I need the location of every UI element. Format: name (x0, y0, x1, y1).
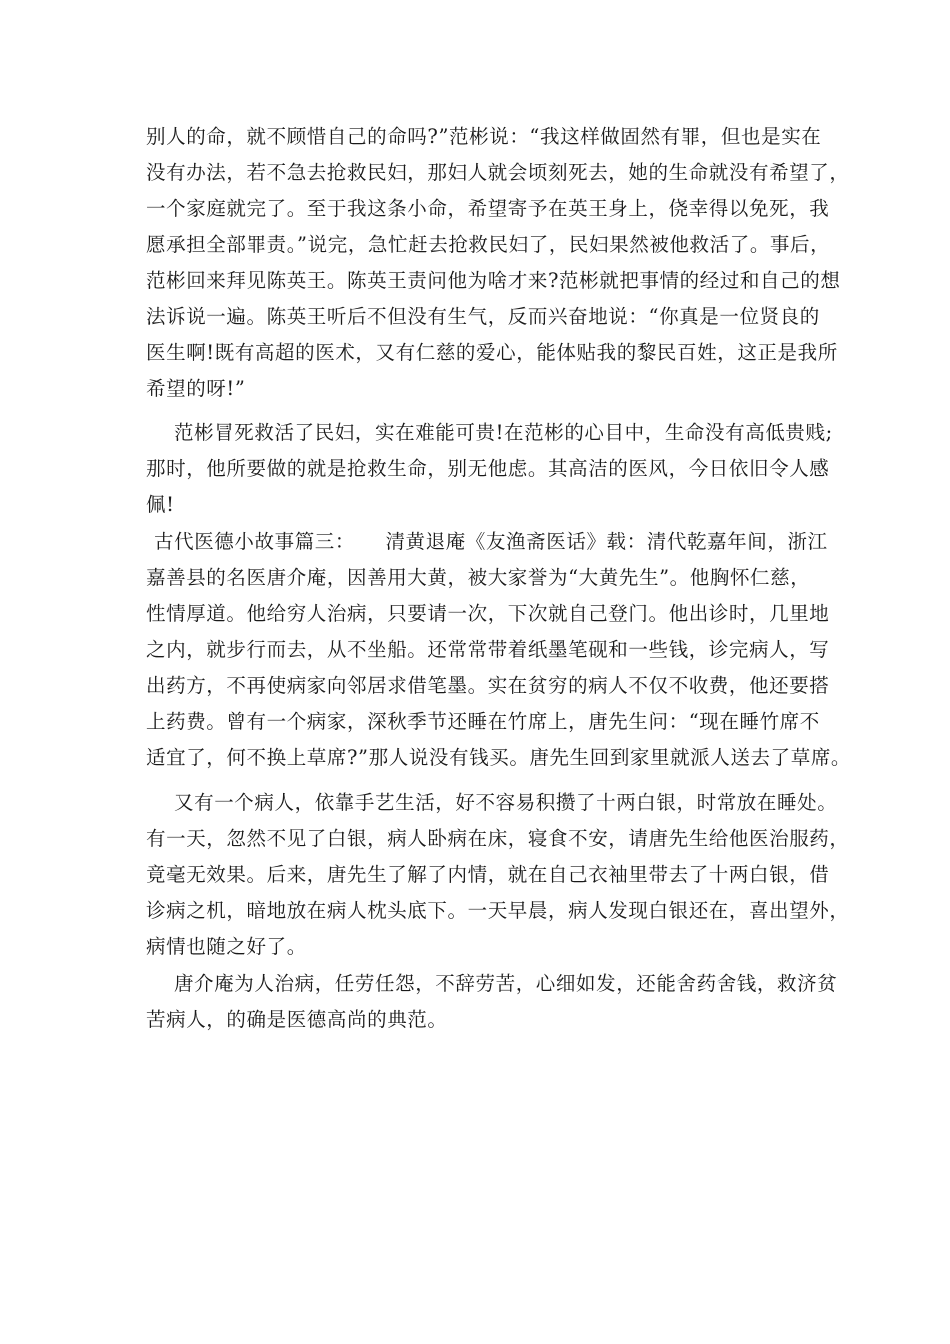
paragraph-first-line: 范彬冒死救活了民妇，实在难能可贵!在范彬的心目中，生命没有高低贵贱; (174, 421, 833, 444)
text-line: 有一天，忽然不见了白银，病人卧病在床，寝食不安，请唐先生给他医治服药， (146, 827, 850, 850)
paragraph-first-line: 唐介庵为人治病，任劳任怨，不辞劳苦，心细如发，还能舍药舍钱，救济贫 (174, 972, 838, 995)
text-line: 希望的呀!” (146, 377, 246, 400)
text-line: 一个家庭就完了。至于我这条小命，希望寄予在英王身上，侥幸得以免死，我 (146, 197, 830, 220)
text-line: 性情厚道。他给穷人治病，只要请一次，下次就自己登门。他出诊时，几里地 (146, 602, 830, 625)
text-line: 适宜了，何不换上草席?”那人说没有钱买。唐先生回到家里就派人送去了草席。 (146, 746, 852, 769)
text-line: 愿承担全部罪责。”说完，急忙赶去抢救民妇了，民妇果然被他救活了。事后， (146, 233, 831, 256)
text-line: 没有办法，若不急去抢救民妇，那妇人就会顷刻死去，她的生命就没有希望了， (146, 161, 850, 184)
text-line: 别人的命，就不顾惜自己的命吗?”范彬说：“我这样做固然有罪，但也是实在 (146, 125, 822, 148)
text-line: 病情也随之好了。 (146, 935, 307, 958)
paragraph-first-line: 又有一个病人，依靠手艺生活，好不容易积攒了十两白银，时常放在睡处。 (174, 791, 838, 814)
text-line: 嘉善县的名医唐介庵，因善用大黄，被大家誉为“大黄先生”。他胸怀仁慈， (146, 566, 811, 589)
text-line: 苦病人，的确是医德高尚的典范。 (146, 1008, 448, 1031)
text-line: 诊病之机，暗地放在病人枕头底下。一天早晨，病人发现白银还在，喜出望外， (146, 899, 850, 922)
text-line: 上药费。曾有一个病家，深秋季节还睡在竹席上，唐先生问：“现在睡竹席不 (146, 710, 820, 733)
text-line: 法诉说一遍。陈英王听后不但没有生气，反而兴奋地说：“你真是一位贤良的 (146, 305, 820, 328)
text-line: 医生啊!既有高超的医术，又有仁慈的爱心，能体贴我的黎民百姓，这正是我所 (146, 341, 838, 364)
text-line: 出药方，不再使病家向邻居求借笔墨。实在贫穷的病人不仅不收费，他还要搭 (146, 674, 830, 697)
story-heading-line: 古代医德小故事篇三： 清黄退庵《友渔斋医话》载：清代乾嘉年间，浙江 (154, 530, 828, 553)
text-line: 竟毫无效果。后来，唐先生了解了内情，就在自己衣袖里带去了十两白银，借 (146, 863, 830, 886)
text-line: 范彬回来拜见陈英王。陈英王责问他为啥才来?范彬就把事情的经过和自己的想 (146, 269, 841, 292)
text-line: 佩! (146, 493, 175, 516)
text-line: 之内，就步行而去，从不坐船。还常常带着纸墨笔砚和一些钱，诊完病人，写 (146, 638, 830, 661)
text-line: 那时，他所要做的就是抢救生命，别无他虑。其高洁的医风，今日依旧令人感 (146, 457, 830, 480)
